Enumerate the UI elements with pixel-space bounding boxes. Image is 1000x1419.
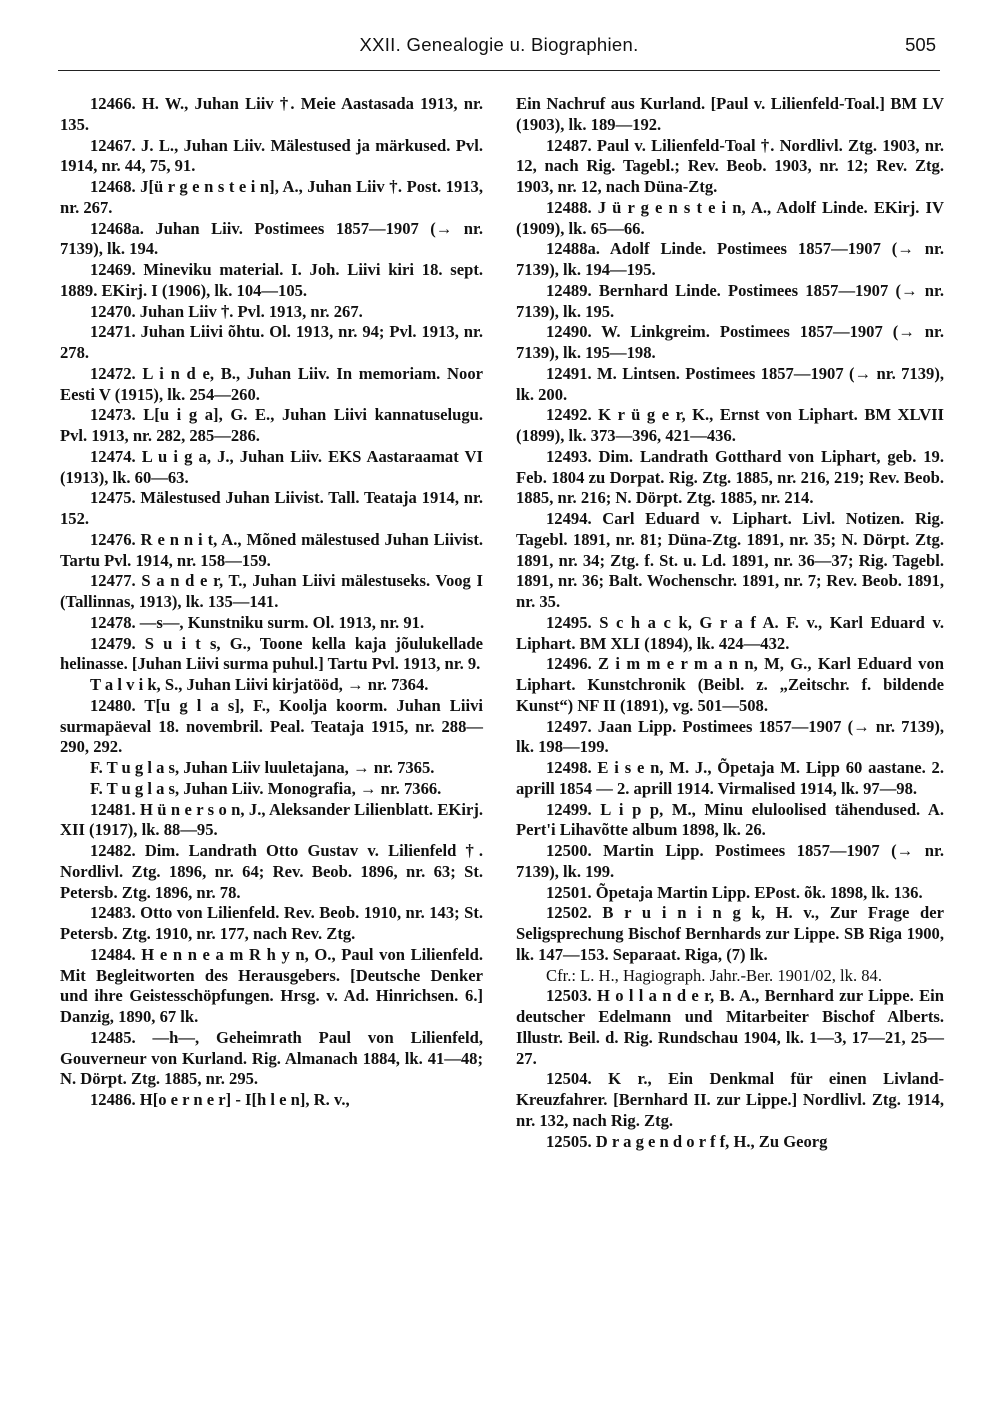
- bibliography-entry: 12491. M. Lintsen. Postimees 1857—1907 (→ nr. 7139), lk. 200.: [516, 363, 944, 404]
- page-number: 505: [905, 34, 936, 55]
- bibliography-entry: 12471. Juhan Liivi õhtu. Ol. 1913, nr. 94; Pvl. 1913, nr. 278.: [60, 322, 483, 362]
- bibliography-entry: 12487. Paul v. Lilienfeld-Toal †. Nordlivl. Ztg. 1903, nr. 12, nach Rig. Tagebl.; Rev. Beob. 1903, nr. 12; Rev. Ztg. 1903, nr. 12, nach Düna-Ztg.: [516, 135, 944, 196]
- bibliography-entry: 12466. H. W., Juhan Liiv †. Meie Aastasada 1913, nr. 135.: [60, 94, 483, 134]
- page-header: [58, 34, 940, 74]
- bibliography-entry: 12505. D r a g e n d o r f f, H., Zu Georg: [546, 1131, 828, 1151]
- bibliography-entry: 12502. B r u i n i n g k, H. v., Zur Frage der Seligsprechung Bischof Bernhards zur Lippe. SB Riga 1900, lk. 147—153. Separaat. Riga, (7) lk.: [516, 903, 944, 964]
- bibliography-entry: 12495. S c h a c k, G r a f A. F. v., Karl Eduard v. Liphart. BM XLI (1894), lk. 424—432.: [516, 612, 944, 653]
- bibliography-entry: 12480. T[u g l a s], F., Koolja koorm. Juhan Liivi surmapäeval 18. novembril. Peal. Teataja 1915, nr. 288—290, 292.: [60, 695, 483, 757]
- bibliography-entry: 12472. L i n d e, B., Juhan Liiv. In memoriam. Noor Eesti V (1915), lk. 254—260.: [60, 363, 483, 404]
- bibliography-entry: 12493. Dim. Landrath Gotthard von Liphart, geb. 19. Feb. 1804 zu Dorpat. Rig. Ztg. 1885, nr. 216, 219; Rev. Beob. 1885, nr. 216; N. Dörpt. Ztg. 1885, nr. 214.: [516, 446, 944, 508]
- bibliography-entry: 12504. K r., Ein Denkmal für einen Livland-Kreuzfahrer. [Bernhard II. zur Lippe.] Nordlivl. Ztg. 1914, nr. 132, nach Rig. Ztg.: [516, 1069, 944, 1130]
- bibliography-entry: 12486. H[o e r n e r] - I[h l e n], R. v.,: [90, 1090, 350, 1109]
- left-column: [60, 94, 483, 1111]
- bibliography-entry: 12468a. Juhan Liiv. Postimees 1857—1907 (→ nr. 7139), lk. 194.: [60, 218, 483, 259]
- bibliography-entry: 12498. E i s e n, M. J., Õpetaja M. Lipp 60 aastane. 2. aprill 1854 — 2. aprill 1914. Virmalised 1914, lk. 97—98.: [516, 758, 944, 798]
- bibliography-entry: 12490. W. Linkgreim. Postimees 1857—1907 (→ nr. 7139), lk. 195—198.: [516, 322, 944, 362]
- running-title: XXII. Genealogie u. Biographien.: [359, 34, 639, 55]
- right-column: [516, 94, 944, 1152]
- bibliography-entry: Ein Nachruf aus Kurland. [Paul v. Lilienfeld-Toal.] BM LV (1903), lk. 189—192.: [516, 94, 944, 134]
- bibliography-entry: 12469. Mineviku material. I. Joh. Liivi kiri 18. sept. 1889. EKirj. I (1906), lk. 104—105.: [60, 260, 483, 300]
- bibliography-entry: F. T u g l a s, Juhan Liiv. Monografia, → nr. 7366.: [90, 778, 442, 798]
- bibliography-entry: 12488a. Adolf Linde. Postimees 1857—1907 (→ nr. 7139), lk. 194—195.: [516, 239, 944, 279]
- bibliography-entry: 12470. Juhan Liiv †. Pvl. 1913, nr. 267.: [90, 301, 363, 321]
- bibliography-entry: Cfr.: L. H., Hagiograph. Jahr.-Ber. 1901/02, lk. 84.: [546, 965, 882, 985]
- bibliography-entry: 12496. Z i m m e r m a n n, M, G., Karl Eduard von Liphart. Kunstchronik (Beibl. z. „Zeitschr. f. bildende Kunst“) NF II (1891), vg. 501—508.: [516, 654, 944, 715]
- bibliography-entry: 12477. S a n d e r, T., Juhan Liivi mälestuseks. Voog I (Tallinnas, 1913), lk. 135—141.: [60, 571, 483, 611]
- bibliography-entry: 12489. Bernhard Linde. Postimees 1857—1907 (→ nr. 7139), lk. 195.: [516, 280, 944, 321]
- header-rule: [58, 70, 940, 71]
- bibliography-entry: 12473. L[u i g a], G. E., Juhan Liivi kannatuselugu. Pvl. 1913, nr. 282, 285—286.: [60, 405, 483, 445]
- bibliography-entry: 12488. J ü r g e n s t e i n, A., Adolf Linde. EKirj. IV (1909), lk. 65—66.: [516, 197, 944, 238]
- bibliography-entry: 12467. J. L., Juhan Liiv. Mälestused ja märkused. Pvl. 1914, nr. 44, 75, 91.: [60, 135, 483, 176]
- bibliography-entry: 12478. —s—, Kunstniku surm. Ol. 1913, nr. 91.: [90, 612, 425, 632]
- bibliography-entry: 12494. Carl Eduard v. Liphart. Livl. Notizen. Rig. Tagebl. 1891, nr. 81; Düna-Ztg. 1891, nr. 35; N. Dörpt. Ztg. 1891, nr. 34; Ztg. f. St. u. Ld. 1891, nr. 36—37; Rig. Tagebl. 1891, nr. 36; Balt. Wochenschr. 1891, nr. 7; Rev. Beob. 1891, nr. 35.: [516, 509, 944, 611]
- bibliography-entry: 12485. —h—, Geheimrath Paul von Lilienfeld, Gouverneur von Kurland. Rig. Almanach 1884, lk. 41—48; N. Dörpt. Ztg. 1885, nr. 295.: [60, 1027, 483, 1089]
- bibliography-entry: 12492. K r ü g e r, K., Ernst von Liphart. BM XLVII (1899), lk. 373—396, 421—436.: [516, 405, 944, 445]
- bibliography-entry: 12468. J[ü r g e n s t e i n], A., Juhan Liiv †. Post. 1913, nr. 267.: [60, 177, 483, 217]
- bibliography-entry: 12474. L u i g a, J., Juhan Liiv. EKS Aastaraamat VI (1913), lk. 60—63.: [60, 446, 483, 487]
- bibliography-entry: 12479. S u i t s, G., Toone kella kaja jõulukellade helinasse. [Juhan Liivi surma puhul.] Tartu Pvl. 1913, nr. 9.: [60, 633, 483, 674]
- bibliography-entry: 12484. H e n n e a m R h y n, O., Paul von Lilienfeld. Mit Begleitworten des Herausgebers. [Deutsche Denker und ihre Geistesschöpfungen. Hrsg. v. Ad. Hinrichsen. 6.] Danzig, 1890, 67 lk.: [60, 944, 483, 1026]
- bibliography-entry: 12481. H ü n e r s o n, J., Aleksander Lilienblatt. EKirj. XII (1917), lk. 88—95.: [60, 799, 483, 840]
- bibliography-entry: 12501. Õpetaja Martin Lipp. EPost. õk. 1898, lk. 136.: [546, 882, 923, 902]
- bibliography-entry: 12497. Jaan Lipp. Postimees 1857—1907 (→ nr. 7139), lk. 198—199.: [516, 716, 944, 757]
- bibliography-entry: T a l v i k, S., Juhan Liivi kirjatööd, → nr. 7364.: [90, 675, 429, 694]
- bibliography-entry: 12482. Dim. Landrath Otto Gustav v. Lilienfeld †. Nordlivl. Ztg. 1896, nr. 64; Rev. Beob. 1896, nr. 63; St. Petersb. Ztg. 1896, nr. 78.: [60, 841, 483, 902]
- bibliography-entry: 12499. L i p p, M., Minu eluloolised tähendused. A. Pert'i Lihavõtte album 1898, lk. 26.: [516, 799, 944, 840]
- bibliography-entry: 12500. Martin Lipp. Postimees 1857—1907 (→ nr. 7139), lk. 199.: [516, 841, 944, 881]
- bibliography-entry: 12476. R e n n i t, A., Mõned mälestused Juhan Liivist. Tartu Pvl. 1914, nr. 158—159.: [60, 529, 483, 570]
- bibliography-entry: 12503. H o l l a n d e r, B. A., Bernhard zur Lippe. Ein deutscher Edelmann und Mitarbeiter Bischof Alberts. Illustr. Beil. d. Rig. Rundschau 1904, lk. 1—3, 17—21, 25—27.: [516, 986, 944, 1068]
- bibliography-entry: F. T u g l a s, Juhan Liiv luuletajana, → nr. 7365.: [90, 758, 435, 777]
- bibliography-entry: 12483. Otto von Lilienfeld. Rev. Beob. 1910, nr. 143; St. Petersb. Ztg. 1910, nr. 177, nach Rev. Ztg.: [60, 903, 483, 943]
- bibliography-entry: 12475. Mälestused Juhan Liivist. Tall. Teataja 1914, nr. 152.: [60, 488, 483, 528]
